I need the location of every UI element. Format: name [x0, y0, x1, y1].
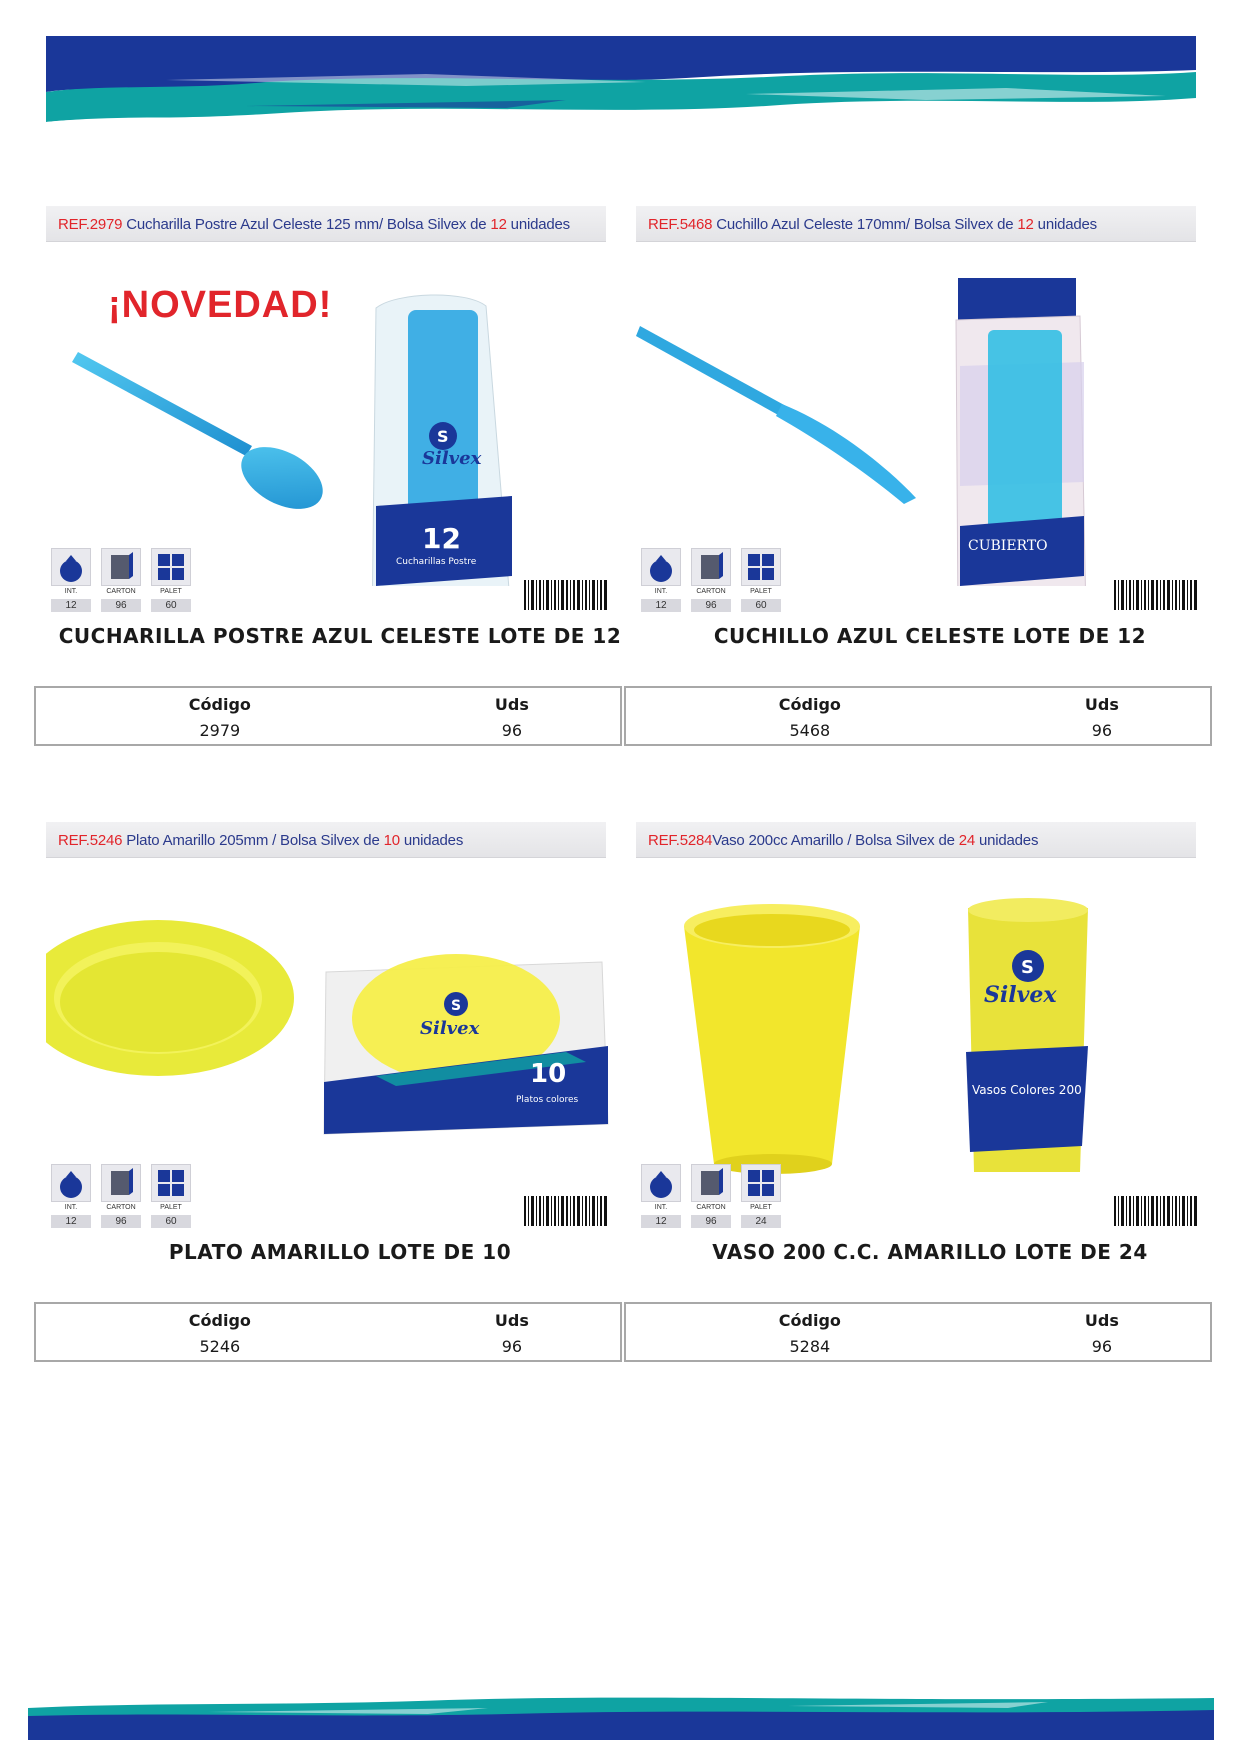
product-card-cucharilla [46, 206, 634, 740]
column-header-uds: Uds [494, 1310, 529, 1330]
ref-code: REF.5284 [648, 832, 713, 849]
ref-description: Cucharilla Postre Azul Celeste 125 mm/ Bolsa Silvex de [122, 216, 491, 233]
column-header-uds: Uds [1084, 694, 1119, 714]
ref-unit: unidades [506, 216, 570, 233]
bag-icon [51, 548, 91, 586]
carton-box-icon [101, 1164, 141, 1202]
code-table [34, 1302, 622, 1362]
spec-palet [738, 1164, 784, 1230]
spec-int-label: INT. [654, 1204, 668, 1211]
carton-box-icon [691, 1164, 731, 1202]
ref-description: Plato Amarillo 205mm / Bolsa Silvex de [122, 832, 384, 849]
spec-palet-label: PALET [160, 1204, 182, 1211]
spec-int-label: INT. [64, 588, 78, 595]
svg-text:CUBIERTO: CUBIERTO [968, 538, 1048, 554]
column-header-uds: Uds [494, 694, 529, 714]
plate-product-photo [46, 862, 634, 1202]
spec-int [48, 1164, 94, 1230]
svg-text:12: 12 [422, 522, 461, 555]
spec-int-value: 12 [51, 1215, 91, 1228]
spec-carton-label: CARTON [696, 588, 726, 595]
svg-text:Silvex: Silvex [420, 1018, 480, 1039]
product-title: CUCHARILLA POSTRE AZUL CELESTE LOTE DE 12 [58, 624, 622, 648]
product-image-panel [636, 822, 1224, 1232]
column-header-code: Código [778, 1310, 841, 1330]
ref-code: REF.2979 [58, 216, 123, 233]
product-title: PLATO AMARILLO LOTE DE 10 [168, 1240, 512, 1264]
bag-icon [641, 1164, 681, 1202]
spec-carton-label: CARTON [106, 1204, 136, 1211]
knife-bag-icon [956, 278, 1086, 586]
cup-product-photo [636, 862, 1224, 1202]
cup-bag-icon [966, 898, 1106, 1172]
product-card-vaso [636, 822, 1224, 1356]
svg-text:10: 10 [530, 1059, 567, 1089]
spec-carton [98, 548, 144, 614]
code-table [624, 686, 1212, 746]
spec-carton-value: 96 [101, 599, 141, 612]
cell-uds: 96 [501, 1336, 523, 1356]
product-title: CUCHILLO AZUL CELESTE LOTE DE 12 [713, 624, 1147, 648]
packaging-spec-icons [638, 1164, 798, 1234]
cell-uds: 96 [1091, 1336, 1113, 1356]
carton-box-icon [101, 548, 141, 586]
pallet-grid-icon [151, 548, 191, 586]
cell-code: 5468 [789, 720, 831, 740]
product-title: VASO 200 C.C. AMARILLO LOTE DE 24 [712, 1240, 1148, 1264]
ref-code: REF.5246 [58, 832, 123, 849]
ref-quantity: 12 [490, 216, 507, 233]
ref-bar [636, 206, 1196, 242]
spec-int [48, 548, 94, 614]
ref-bar [46, 822, 606, 858]
svg-text:S: S [1021, 957, 1034, 978]
cell-code: 5246 [199, 1336, 241, 1356]
cell-uds: 96 [1091, 720, 1113, 740]
svg-text:S: S [437, 427, 449, 446]
ref-unit: unidades [975, 832, 1039, 849]
ref-quantity: 24 [958, 832, 975, 849]
spec-int-value: 12 [641, 1215, 681, 1228]
carton-box-icon [691, 548, 731, 586]
spec-int-label: INT. [654, 588, 668, 595]
pallet-grid-icon [741, 1164, 781, 1202]
column-header-code: Código [778, 694, 841, 714]
knife-icon [636, 326, 916, 504]
spec-carton-label: CARTON [696, 1204, 726, 1211]
ref-quantity: 10 [383, 832, 400, 849]
column-header-code: Código [188, 1310, 251, 1330]
product-card-cuchillo [636, 206, 1224, 740]
column-header-uds: Uds [1084, 1310, 1119, 1330]
novedad-badge: ¡NOVEDAD! [108, 284, 333, 326]
ref-description: Cuchillo Azul Celeste 170mm/ Bolsa Silvex de [712, 216, 1018, 233]
footer-banner [28, 1694, 1214, 1740]
packaging-spec-icons [48, 548, 208, 618]
svg-text:Platos colores: Platos colores [516, 1095, 579, 1105]
product-image-panel [46, 822, 634, 1232]
pallet-grid-icon [741, 548, 781, 586]
spec-palet [148, 548, 194, 614]
product-image-panel [46, 206, 634, 616]
ref-description: Vaso 200cc Amarillo / Bolsa Silvex de [712, 832, 959, 849]
spec-carton-value: 96 [101, 1215, 141, 1228]
cup-icon [684, 904, 860, 1174]
plate-icon [46, 920, 294, 1076]
packaging-spec-icons [638, 548, 798, 618]
spec-carton [688, 1164, 734, 1230]
spoon-product-photo [46, 246, 634, 586]
ref-unit: unidades [1033, 216, 1097, 233]
spec-palet-value: 60 [151, 599, 191, 612]
spec-int-value: 12 [641, 599, 681, 612]
svg-text:S: S [451, 998, 462, 1014]
code-table [624, 1302, 1212, 1362]
header-banner [46, 36, 1196, 126]
pallet-grid-icon [151, 1164, 191, 1202]
knife-product-photo [636, 246, 1224, 586]
plate-bag-icon [324, 954, 608, 1134]
svg-text:Silvex: Silvex [422, 448, 482, 469]
product-card-plato [46, 822, 634, 1356]
ref-unit: unidades [399, 832, 464, 849]
barcode-icon [522, 1196, 610, 1232]
spec-carton-label: CARTON [106, 588, 136, 595]
spec-palet-label: PALET [160, 588, 182, 595]
packaging-spec-icons [48, 1164, 208, 1234]
spec-int [638, 1164, 684, 1230]
code-table [34, 686, 622, 746]
spec-int-value: 12 [51, 599, 91, 612]
spec-palet [148, 1164, 194, 1230]
bag-icon [641, 548, 681, 586]
ref-quantity: 12 [1017, 216, 1034, 233]
spec-palet-value: 60 [151, 1215, 191, 1228]
spec-palet [738, 548, 784, 614]
spoon-bag-icon [372, 295, 512, 586]
cell-uds: 96 [501, 720, 523, 740]
barcode-icon [522, 580, 610, 616]
spec-carton [688, 548, 734, 614]
bag-icon [51, 1164, 91, 1202]
spec-palet-label: PALET [750, 588, 772, 595]
spec-palet-value: 24 [741, 1215, 781, 1228]
ref-code: REF.5468 [648, 216, 713, 233]
spec-int-label: INT. [64, 1204, 78, 1211]
spec-carton-value: 96 [691, 1215, 731, 1228]
spec-carton-value: 96 [691, 599, 731, 612]
column-header-code: Código [188, 694, 251, 714]
barcode-icon [1112, 1196, 1200, 1232]
spec-carton [98, 1164, 144, 1230]
barcode-icon [1112, 580, 1200, 616]
spoon-icon [72, 352, 333, 522]
product-image-panel [636, 206, 1224, 616]
cell-code: 2979 [199, 720, 241, 740]
cell-code: 5284 [789, 1336, 831, 1356]
spec-int [638, 548, 684, 614]
svg-text:Silvex: Silvex [984, 982, 1057, 1008]
spec-palet-label: PALET [750, 1204, 772, 1211]
ref-bar [46, 206, 606, 242]
svg-text:Cucharillas Postre: Cucharillas Postre [396, 557, 477, 567]
svg-text:Vasos Colores 200 c.c.: Vasos Colores 200 c.c. [972, 1083, 1107, 1097]
ref-bar [636, 822, 1196, 858]
spec-palet-value: 60 [741, 599, 781, 612]
